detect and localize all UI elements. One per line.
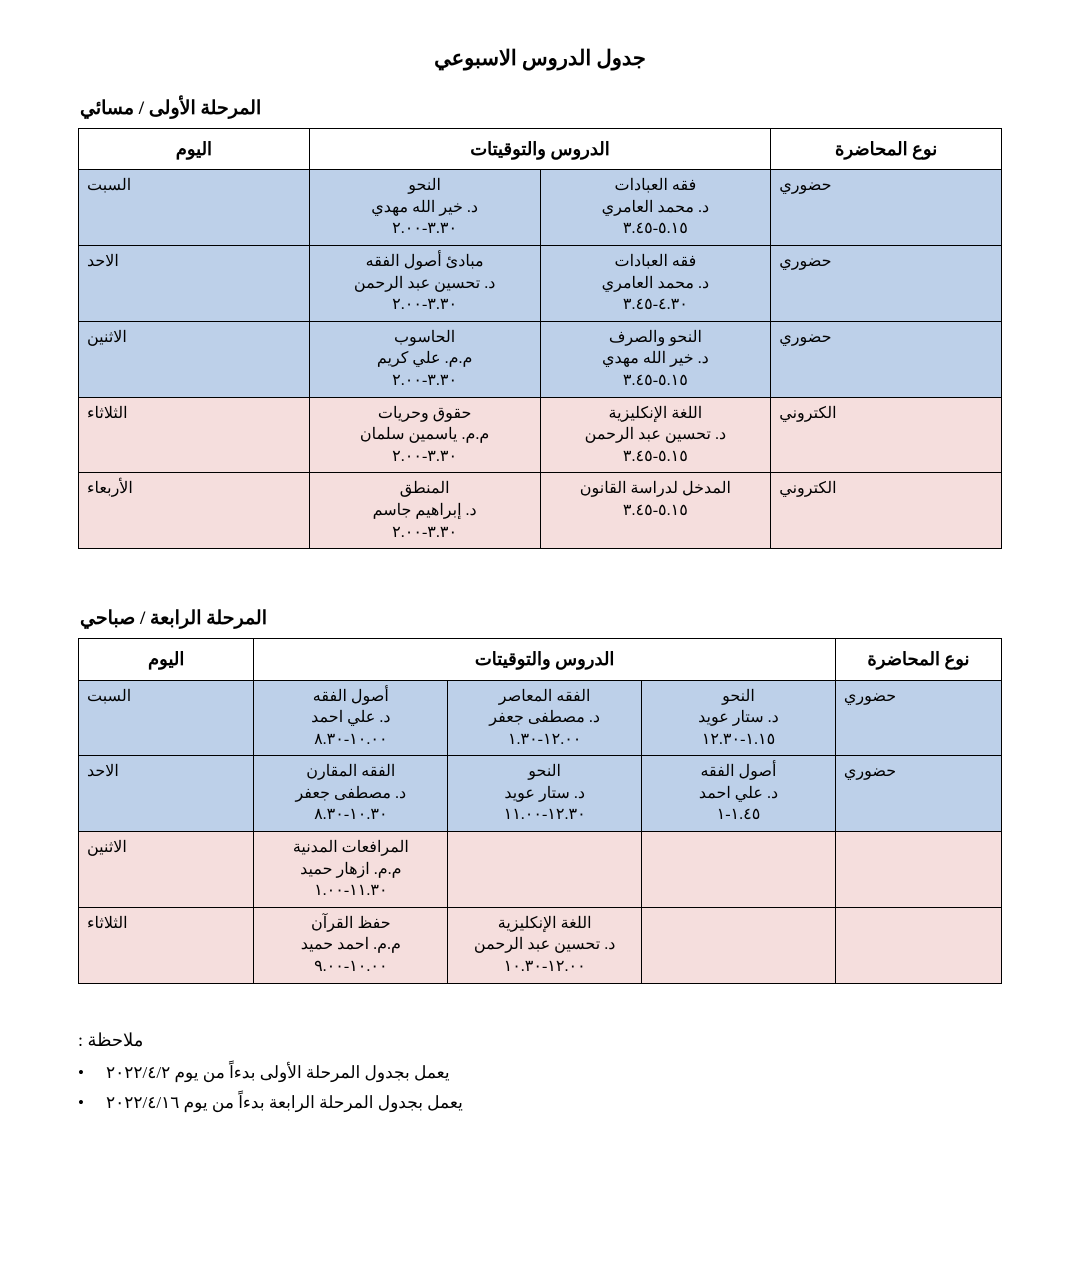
table-header-row: [79, 129, 1002, 170]
notes-list: [78, 1063, 1002, 1113]
lesson-time: ٥.١٥-٣.٤٥: [622, 220, 688, 238]
list-item: [78, 1093, 1002, 1113]
cell-lecture-type: حضوري: [835, 756, 1001, 832]
lesson-subject: الفقه المقارن: [306, 763, 396, 781]
cell-day: السبت: [79, 680, 254, 756]
cell-lecture-type: الكتروني: [771, 397, 1002, 473]
lesson-time: ١٢.٣٠-١١.٠٠: [503, 806, 586, 824]
cell-day: الثلاثاء: [79, 397, 310, 473]
lesson-subject: الحاسوب: [393, 328, 456, 346]
cell-lesson: [448, 680, 642, 756]
page-title: جدول الدروس الاسبوعي: [434, 46, 646, 70]
cell-lesson: [309, 473, 540, 549]
lesson-teacher: م.م. علي كريم: [376, 350, 473, 368]
table-row: [79, 321, 1002, 397]
schedule-table-stage-1: [78, 128, 1002, 549]
cell-lesson: [309, 246, 540, 322]
lesson-time: ٣.٣٠-٢.٠٠: [392, 523, 458, 541]
cell-lesson: [448, 907, 642, 983]
cell-lecture-type: حضوري: [771, 321, 1002, 397]
cell-lecture-type: حضوري: [835, 680, 1001, 756]
cell-day: الاثنين: [79, 832, 254, 908]
lesson-subject: أصول الفقه: [700, 763, 777, 781]
lesson-teacher: د. خير الله مهدي: [602, 350, 709, 368]
lesson-time: ١.٤٥-١: [716, 806, 761, 824]
lesson-subject: أصول الفقه: [312, 687, 389, 705]
cell-lecture-type: [835, 832, 1001, 908]
lesson-subject: المنطق: [399, 480, 450, 498]
cell-lesson: [254, 756, 448, 832]
lesson-subject: فقه العبادات: [614, 177, 697, 195]
note-text: يعمل بجدول المرحلة الأولى بدءاً من يوم ٢٠٢٢/٤/٢: [106, 1062, 450, 1082]
lesson-subject: الفقه المعاصر: [498, 687, 591, 705]
lesson-time: ١٢.٠٠-١.٣٠: [507, 730, 582, 748]
lesson-teacher: د. محمد العامري: [601, 274, 710, 292]
lesson-teacher: د. تحسين عبد الرحمن: [584, 426, 727, 444]
lesson-teacher: د. مصطفى جعفر: [295, 784, 407, 802]
header-type: نوع المحاضرة: [771, 129, 1002, 170]
cell-lesson: [540, 170, 771, 246]
table-row: [79, 397, 1002, 473]
lesson-time: ٣.٣٠-٢.٠٠: [392, 447, 458, 465]
cell-lecture-type: حضوري: [771, 246, 1002, 322]
lesson-teacher: م.م. ياسمين سلمان: [359, 426, 490, 444]
section-spacer: [78, 555, 1002, 607]
lesson-subject: اللغة الإنكليزية: [608, 404, 703, 422]
table-row: [79, 907, 1002, 983]
lesson-teacher: م.م. ازهار حميد: [300, 860, 402, 878]
cell-lesson-empty: [642, 907, 836, 983]
lesson-time: ١.١٥-١٢.٣٠: [701, 730, 776, 748]
table-row: [79, 246, 1002, 322]
table-row: [79, 170, 1002, 246]
table-header-row: [79, 639, 1002, 680]
cell-lesson: [540, 321, 771, 397]
lesson-teacher: د. تحسين عبد الرحمن: [473, 936, 616, 954]
cell-day: الثلاثاء: [79, 907, 254, 983]
cell-lesson: [309, 397, 540, 473]
header-lessons: الدروس والتوقيتات: [254, 639, 835, 680]
list-item: [78, 1063, 1002, 1083]
cell-lecture-type: حضوري: [771, 170, 1002, 246]
lesson-time: ١٠.٠٠-٩.٠٠: [314, 958, 388, 976]
cell-lesson: [540, 397, 771, 473]
lesson-time: ١٠.٠٠-٨.٣٠: [314, 730, 388, 748]
notes-section: [78, 1030, 1002, 1113]
lesson-time: ١٠.٣٠-٨.٣٠: [314, 806, 388, 824]
cell-lecture-type: [835, 907, 1001, 983]
table-row: [79, 832, 1002, 908]
lesson-teacher: د. علي احمد: [698, 784, 779, 802]
lesson-time: ٣.٣٠-٢.٠٠: [392, 372, 458, 390]
cell-lesson: [540, 246, 771, 322]
cell-lesson: [448, 756, 642, 832]
table-row: [79, 473, 1002, 549]
lesson-subject: المدخل لدراسة القانون: [579, 480, 731, 498]
lesson-subject: النحو: [722, 687, 755, 705]
cell-lesson-empty: [448, 832, 642, 908]
cell-lesson: [642, 680, 836, 756]
lesson-teacher: د. علي احمد: [311, 709, 391, 727]
header-day: اليوم: [79, 639, 254, 680]
cell-lecture-type: الكتروني: [771, 473, 1002, 549]
cell-lesson: [254, 907, 448, 983]
lesson-subject: النحو: [528, 763, 561, 781]
bullet-icon: •: [78, 1062, 84, 1082]
cell-day: السبت: [79, 170, 310, 246]
lesson-time: ٥.١٥-٣.٤٥: [622, 502, 688, 520]
header-lessons: الدروس والتوقيتات: [309, 129, 771, 170]
lesson-teacher: د. ستار عويد: [698, 709, 779, 727]
note-text: يعمل بجدول المرحلة الرابعة بدءاً من يوم ٢٠٢٢/٤/١٦: [106, 1092, 463, 1112]
lesson-teacher: د. مصطفى جعفر: [489, 709, 600, 727]
lesson-subject: اللغة الإنكليزية: [497, 914, 592, 932]
lesson-time: ١١.٣٠-١.٠٠: [314, 882, 388, 900]
lesson-subject: المرافعات المدنية: [292, 839, 409, 857]
cell-day: الأربعاء: [79, 473, 310, 549]
cell-lesson: [254, 680, 448, 756]
schedule-table-stage-4: [78, 638, 1002, 983]
lesson-time: ٥.١٥-٣.٤٥: [622, 372, 688, 390]
notes-title: ملاحظة :: [78, 1029, 144, 1050]
cell-day: الاحد: [79, 756, 254, 832]
lesson-subject: حفظ القرآن: [311, 914, 391, 932]
lesson-subject: النحو: [408, 177, 441, 195]
lesson-teacher: د. خير الله مهدي: [371, 198, 478, 216]
lesson-teacher: د. محمد العامري: [601, 198, 710, 216]
cell-lesson: [642, 756, 836, 832]
lesson-subject: مبادئ أصول الفقه: [365, 253, 484, 271]
cell-lesson-empty: [642, 832, 836, 908]
cell-lesson: [540, 473, 771, 549]
lesson-subject: حقوق وحريات: [377, 404, 472, 422]
lesson-subject: النحو والصرف: [608, 328, 702, 346]
lesson-teacher: م.م. احمد حميد: [300, 936, 401, 954]
table-row: [79, 756, 1002, 832]
lesson-teacher: د. ستار عويد: [504, 784, 585, 802]
cell-day: الاحد: [79, 246, 310, 322]
cell-day: الاثنين: [79, 321, 310, 397]
bullet-icon: •: [78, 1092, 84, 1112]
header-day: اليوم: [79, 129, 310, 170]
section-label-stage-1: المرحلة الأولى / مسائي: [80, 98, 262, 119]
table-row: [79, 680, 1002, 756]
lesson-subject: فقه العبادات: [614, 253, 697, 271]
lesson-time: ٤.٣٠-٣.٤٥: [622, 296, 688, 314]
lesson-time: ٣.٣٠-٢.٠٠: [392, 296, 458, 314]
lesson-time: ١٢.٠٠-١٠.٣٠: [503, 958, 586, 976]
lesson-teacher: د. إبراهيم جاسم: [372, 502, 477, 520]
cell-lesson: [254, 832, 448, 908]
lesson-time: ٥.١٥-٣.٤٥: [622, 447, 688, 465]
section-label-stage-4: المرحلة الرابعة / صباحي: [80, 608, 267, 630]
cell-lesson: [309, 170, 540, 246]
header-type: نوع المحاضرة: [835, 639, 1001, 680]
cell-lesson: [309, 321, 540, 397]
lesson-time: ٣.٣٠-٢.٠٠: [392, 220, 458, 238]
lesson-teacher: د. تحسين عبد الرحمن: [353, 274, 496, 292]
